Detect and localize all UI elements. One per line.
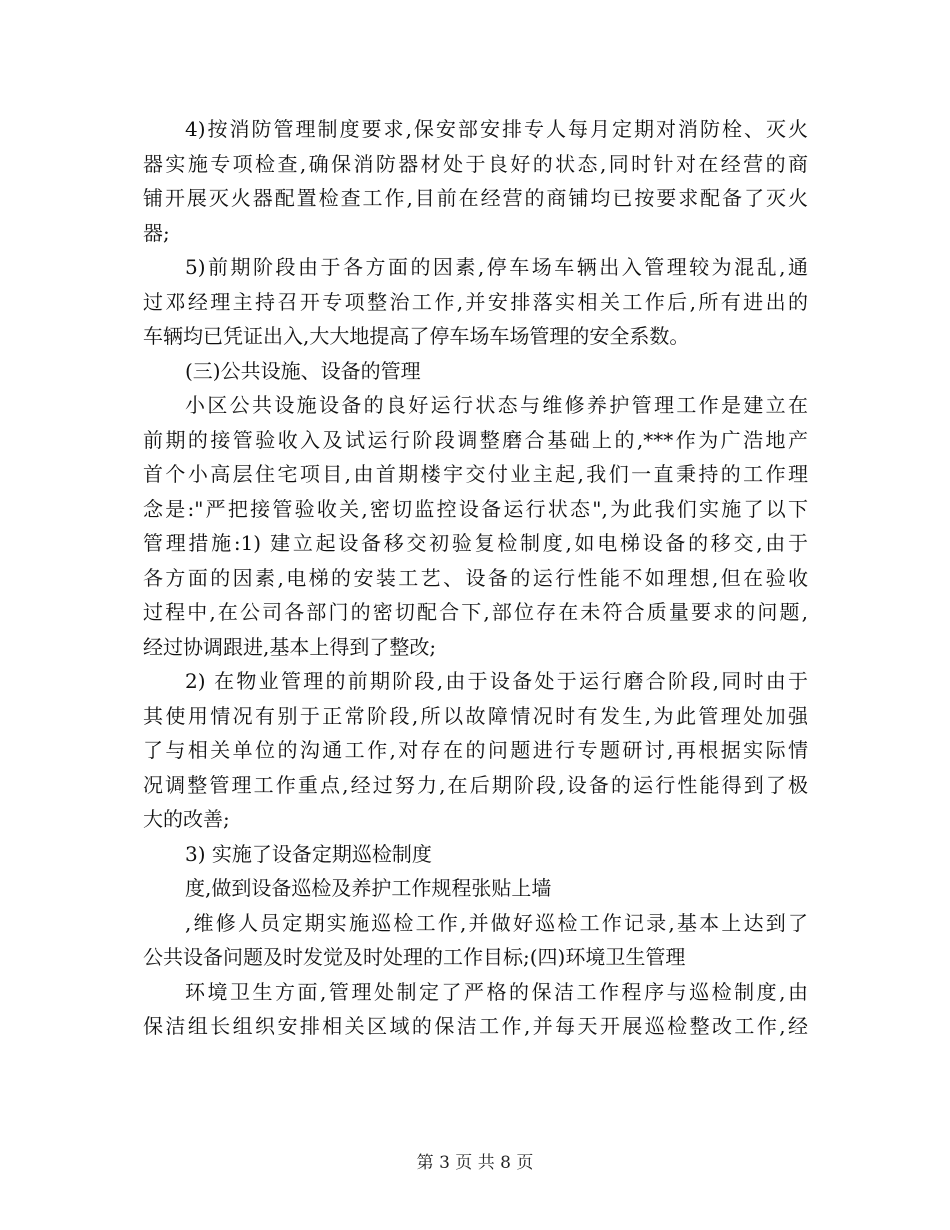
text-line: 器实施专项检查,确保消防器材处于良好的状态,同时针对在经营的商 bbox=[143, 151, 808, 176]
section-heading: (三)公共设施、设备的管理 bbox=[185, 358, 421, 383]
text-line: 了与相关单位的沟通工作,对存在的问题进行专题研讨,再根据实际情 bbox=[143, 738, 808, 762]
text-line: 车辆均已凭证出入,大大地提高了停车场车场管理的安全系数。 bbox=[143, 324, 690, 348]
text-line: 况调整管理工作重点,经过努力,在后期阶段,设备的运行性能得到了极 bbox=[143, 772, 808, 797]
text-line: 度,做到设备巡检及养护工作规程张贴上墙 bbox=[185, 876, 552, 900]
text-line: 公共设备问题及时发觉及时处理的工作目标;(四)环境卫生管理 bbox=[143, 945, 686, 969]
document-body bbox=[143, 112, 808, 1044]
text-line: 前期的接管验收入及试运行阶段调整磨合基础上的,***作为广浩地产 bbox=[143, 427, 808, 452]
text-line: 铺开展灭火器配置检查工作,目前在经营的商铺均已按要求配备了灭火 bbox=[143, 186, 808, 210]
text-line: 5)前期阶段由于各方面的因素,停车场车辆出入管理较为混乱,通 bbox=[185, 255, 808, 279]
text-line: 器; bbox=[143, 220, 170, 245]
text-line: 小区公共设施设备的良好运行状态与维修养护管理工作是建立在 bbox=[185, 393, 808, 417]
text-line: 大的改善; bbox=[143, 807, 230, 831]
text-line: 环境卫生方面,管理处制定了严格的保洁工作程序与巡检制度,由 bbox=[185, 979, 808, 1004]
text-line: 管理措施:1) 建立起设备移交初验复检制度,如电梯设备的移交,由于 bbox=[143, 531, 808, 555]
text-line: 过程中,在公司各部门的密切配合下,部位存在未符合质量要求的问题, bbox=[143, 600, 808, 624]
text-line: 3) 实施了设备定期巡检制度 bbox=[185, 841, 432, 866]
text-line: 念是:"严把接管验收关,密切监控设备运行状态",为此我们实施了以下 bbox=[143, 496, 808, 521]
text-line: ,维修人员定期实施巡检工作,并做好巡检工作记录,基本上达到了 bbox=[185, 910, 808, 935]
text-line: 4)按消防管理制度要求,保安部安排专人每月定期对消防栓、灭火 bbox=[185, 117, 808, 141]
text-line: 过邓经理主持召开专项整治工作,并安排落实相关工作后,所有进出的 bbox=[143, 289, 808, 314]
text-line: 保洁组长组织安排相关区域的保洁工作,并每天开展巡检整改工作,经 bbox=[143, 1014, 808, 1038]
text-line: 2) 在物业管理的前期阶段,由于设备处于运行磨合阶段,同时由于 bbox=[185, 669, 808, 693]
text-line: 各方面的因素,电梯的安装工艺、设备的运行性能不如理想,但在验收 bbox=[143, 565, 808, 590]
text-line: 经过协调跟进,基本上得到了整改; bbox=[143, 634, 437, 659]
text-line: 首个小高层住宅项目,由首期楼宇交付业主起,我们一直秉持的工作理 bbox=[143, 462, 808, 486]
text-line: 其使用情况有别于正常阶段,所以故障情况时有发生,为此管理处加强 bbox=[143, 703, 808, 728]
page-number: 第 3 页 共 8 页 bbox=[416, 1153, 534, 1173]
